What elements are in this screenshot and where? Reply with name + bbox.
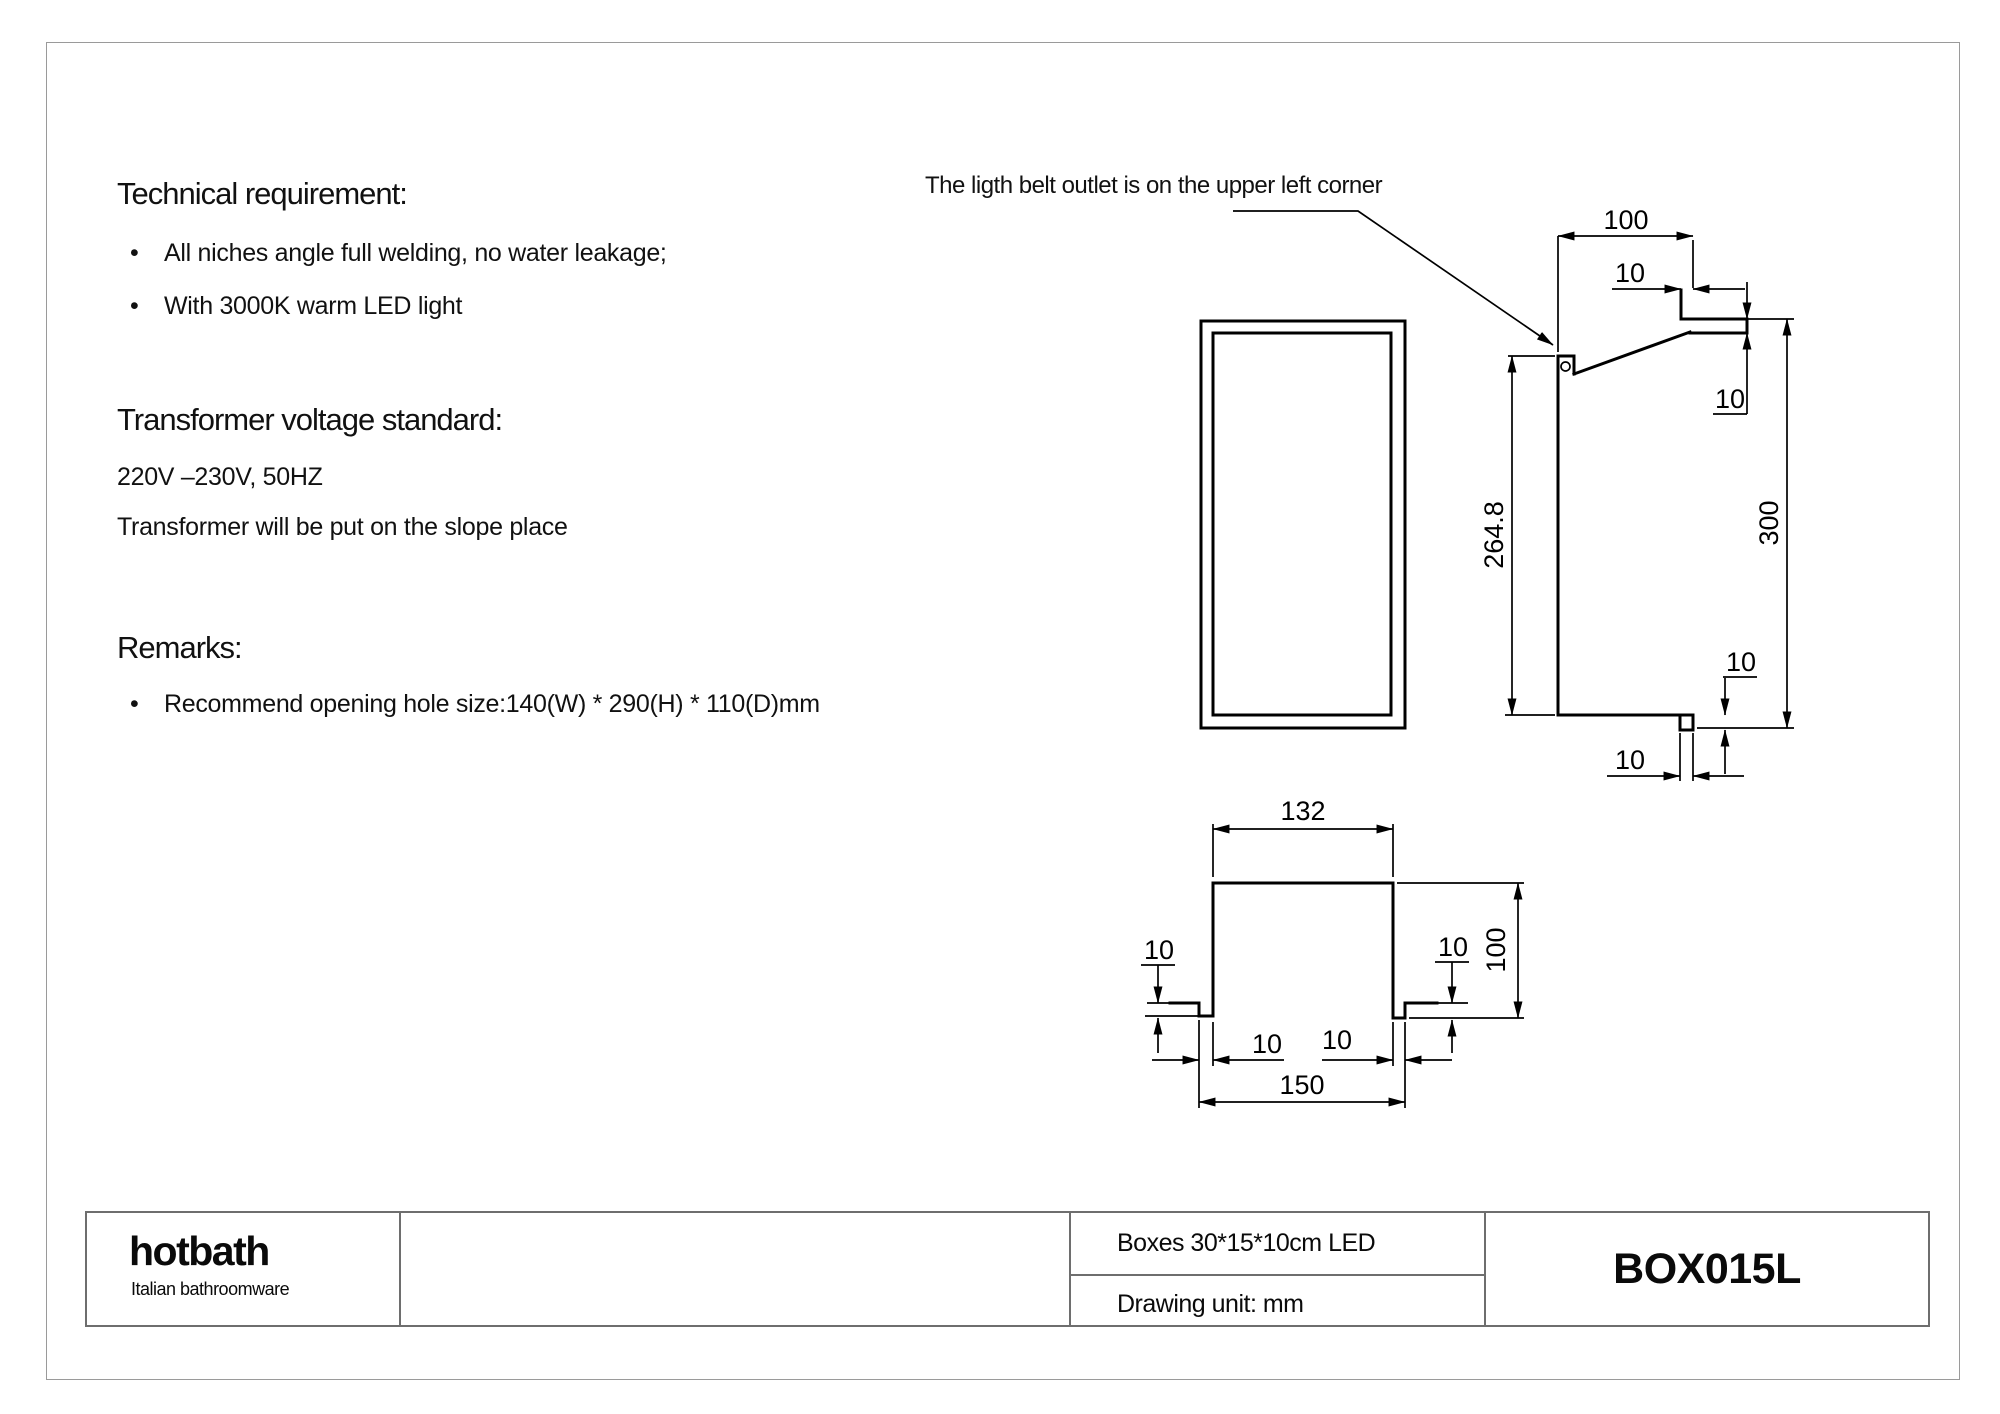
bullet-icon: • bbox=[130, 239, 139, 267]
remarks-bullet-1-text: Recommend opening hole size:140(W) * 290(H) * 110(D)mm bbox=[164, 690, 820, 718]
product-cell bbox=[1069, 1213, 1484, 1325]
technical-bullet-1-text: All niches angle full welding, no water leakage; bbox=[164, 239, 667, 267]
technical-bullet-2-text: With 3000K warm LED light bbox=[164, 292, 463, 320]
dim-label-bottom-inner-width: 132 bbox=[1280, 796, 1326, 826]
dim-label-side-flange-thickness: 10 bbox=[1714, 384, 1746, 414]
side-view bbox=[1479, 205, 1794, 781]
side-profile-front-wall bbox=[1558, 356, 1693, 715]
title-block-divider bbox=[399, 1213, 401, 1325]
front-view-inner-rect bbox=[1213, 333, 1391, 715]
dim-label-side-top-width: 100 bbox=[1603, 205, 1649, 235]
dim-label-bottom-outer-width: 150 bbox=[1279, 1070, 1325, 1100]
side-profile-slope bbox=[1574, 332, 1690, 374]
light-belt-outlet-circle bbox=[1561, 362, 1570, 371]
bullet-icon: • bbox=[130, 690, 139, 718]
dim-label-bottom-depth: 100 bbox=[1481, 927, 1511, 973]
side-profile-top-flange bbox=[1681, 290, 1747, 333]
bullet-icon: • bbox=[130, 292, 139, 320]
light-outlet-annotation: The ligth belt outlet is on the upper left corner bbox=[925, 172, 1383, 199]
product-description: Boxes 30*15*10cm LED bbox=[1117, 1229, 1376, 1257]
dim-label-bottom-left-step: 10 bbox=[1143, 935, 1175, 965]
technical-requirement-heading: Technical requirement: bbox=[117, 176, 407, 211]
brand-cell bbox=[87, 1213, 399, 1325]
dim-label-bottom-left-gap: 10 bbox=[1251, 1029, 1283, 1059]
dim-label-bottom-right-step: 10 bbox=[1437, 932, 1469, 962]
brand-tagline: Italian bathroomware bbox=[131, 1279, 290, 1299]
front-view bbox=[1201, 321, 1405, 728]
product-code: BOX015L bbox=[1613, 1244, 1801, 1293]
front-view-outer-rect bbox=[1201, 321, 1405, 728]
dim-label-side-front-height: 264.8 bbox=[1479, 501, 1509, 569]
dim-label-side-overall-height: 300 bbox=[1754, 500, 1784, 546]
bottom-profile bbox=[1170, 883, 1437, 1018]
title-block bbox=[85, 1211, 1930, 1327]
dim-label-side-top-step: 10 bbox=[1614, 258, 1646, 288]
transformer-line-2: Transformer will be put on the slope place bbox=[117, 513, 568, 541]
dim-label-bottom-right-gap: 10 bbox=[1321, 1025, 1353, 1055]
remarks-heading: Remarks: bbox=[117, 630, 242, 665]
transformer-heading: Transformer voltage standard: bbox=[117, 402, 503, 437]
drawing-unit: Drawing unit: mm bbox=[1117, 1290, 1304, 1318]
transformer-line-1: 220V –230V, 50HZ bbox=[117, 463, 323, 491]
side-profile-bottom-tab bbox=[1680, 715, 1693, 730]
brand-logo: hotbath bbox=[129, 1228, 269, 1274]
dim-label-side-tab-height: 10 bbox=[1725, 647, 1757, 677]
annotation-leader-line bbox=[1233, 211, 1553, 345]
dim-label-side-tab-width: 10 bbox=[1614, 745, 1646, 775]
bottom-view bbox=[1141, 796, 1524, 1108]
